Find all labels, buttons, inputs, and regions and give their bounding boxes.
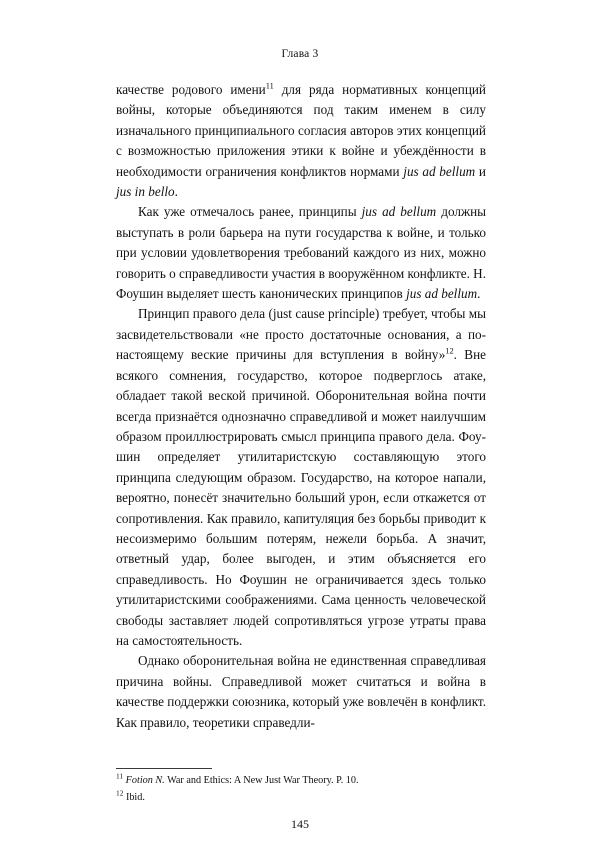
text-run: Как уже отмечалось ранее, принципы: [138, 204, 362, 220]
italic-run: jus ad bellum: [406, 286, 478, 302]
footnote-marker: 12: [116, 788, 124, 798]
page-number: 145: [291, 817, 309, 831]
text-run: Однако оборонительная война не единственная справедливая причина войны. Справедливой может считаться и война в качестве поддержки союзника, который уже вовлечён в конфликт. Как правило, теоретики справедли-: [116, 653, 486, 730]
footnote-reference: 12: [445, 346, 454, 356]
running-head: Глава 3: [281, 48, 319, 60]
text-run: Ibid.: [125, 791, 145, 803]
text-run: Принцип правого дела (just cause principle) требует, чтобы мы засвидетельствовали «не просто достаточные основания, а по-настоящему веские причины для вступления в войну»: [116, 306, 486, 363]
text-run: .: [477, 286, 481, 302]
body-paragraph: [116, 80, 486, 202]
italic-run: Fotion N.: [125, 775, 165, 786]
text-run: . Вне всякого сомнения, государство, которое подверглось атаке, обладает такой веской причиной. Оборонительная война почти всегда признаётся однозначно справедливой и может наилучшим образом проиллюстрировать смысл принципа правого дела. Фоушин определяет утилитаристскую составляющую этого принципа следующим образом. Государство, на которое напали, вероятно, понесёт значительно больший урон, если откажется от сопротивления. Как правило, капитуляция без борьбы приводит к несоизмеримо большим потерям, нежели борьба. А значит, ответный удар, более выгоден, и этим объясняется его справедливость. Но Фоушин не ограничивается здесь только утилитаристскими соображениями. Сама ценность человеческой свободы заставляет людей сопротивляться угрозе утраты права на самостоятельность.: [116, 347, 487, 648]
text-run: .: [174, 184, 178, 200]
text-run: качестве родового имени: [116, 82, 266, 97]
text-run: для ряда нормативных концепций войны, которые объединяются под таким именем в силу изначального принципиального согласия авторов этих концепций с возможностью приложения этики к войне и убеждённости в необходимости ограничения конфликтов нормами: [116, 82, 486, 179]
body-paragraph: [116, 651, 486, 733]
body-text-column: [116, 80, 486, 733]
footnotes-area: [116, 771, 486, 807]
italic-run: jus in bello: [116, 184, 175, 200]
italic-run: jus ad bellum: [361, 204, 437, 220]
footnote-item: [116, 788, 486, 806]
italic-run: jus ad bellum: [403, 163, 476, 179]
footnote-separator-rule: [116, 768, 212, 769]
footnote-marker: 11: [116, 771, 124, 781]
body-paragraph: [116, 304, 486, 651]
text-run: и: [475, 163, 486, 179]
body-paragraph: [116, 202, 486, 304]
text-run: War and Ethics: A New Just War Theory. P. 10.: [164, 775, 359, 786]
footnote-item: [116, 771, 486, 789]
footnote-reference: 11: [265, 81, 274, 91]
text-run: должны выступать в роли барьера на пути государства к войне, и только при условии удовлетворения требований каждого из них, можно говорить о справедливости участия в вооружённом конфликте. Н. Фоушин выделяет шесть канонических принципов: [116, 204, 486, 302]
